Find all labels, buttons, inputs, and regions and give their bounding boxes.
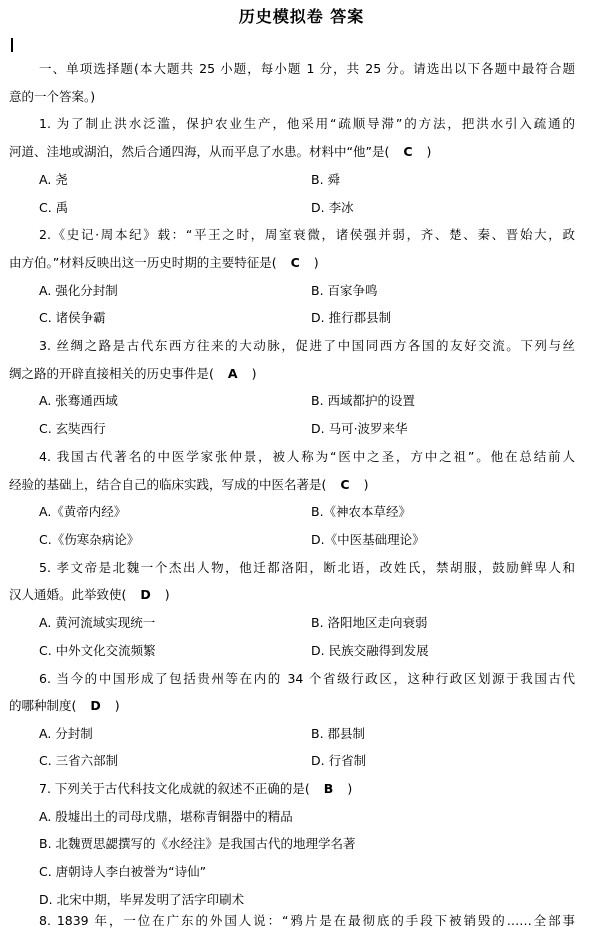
question-7-option-d: D. 北宋中期，毕昇发明了活字印刷术 (39, 892, 245, 907)
question-8-stem: 8. 1839 年，一位在广东的外国人说：“鸦片是在最彻底的手段下被销毁的……全部事 (39, 913, 575, 928)
question-6-option-c: C. 三省六部制 (39, 753, 119, 768)
question-7-option-a: A. 殷墟出土的司母戊鼎，堪称青铜器中的精品 (39, 809, 293, 824)
question-5-option-d: D. 民族交融得到发展 (311, 643, 429, 658)
question-7-option-b: B. 北魏贾思勰撰写的《水经注》是我国古代的地理学名著 (39, 836, 356, 851)
question-6-answer: D (90, 698, 101, 713)
question-2-option-a: A. 强化分封制 (39, 283, 118, 298)
question-5-option-b: B. 洛阳地区走向衰弱 (311, 615, 428, 630)
section-heading: 一、单项选择题(本大题共 25 小题，每小题 1 分，共 25 分。请选出以下各题中最符合题 (39, 61, 575, 76)
question-6-option-a: A. 分封制 (39, 726, 93, 741)
question-3-answer: A (227, 366, 238, 381)
question-7-stem: 7. 下列关于古代科技文化成就的叙述不正确的是( B ) (39, 781, 353, 796)
question-7-answer: B (323, 781, 334, 796)
question-1-option-a: A. 尧 (39, 172, 68, 187)
question-4-option-a: A.《黄帝内经》 (39, 504, 127, 519)
question-3-option-d: D. 马可·波罗来华 (311, 421, 408, 436)
question-6-option-d: D. 行省制 (311, 753, 367, 768)
section-heading-cont: 意的一个答案。) (9, 89, 96, 104)
question-4-option-c: C.《伤寒杂病论》 (39, 532, 140, 547)
question-5-option-a: A. 黄河流域实现统一 (39, 615, 156, 630)
question-4-stem-cont: 经验的基础上，结合自己的临床实践，写成的中医名著是( C ) (9, 477, 369, 492)
question-4-option-b: B.《神农本草经》 (311, 504, 412, 519)
question-4-stem: 4. 我国古代著名的中医学家张仲景，被人称为“医中之圣，方中之祖”。他在总结前人 (39, 449, 575, 464)
question-3-option-c: C. 玄奘西行 (39, 421, 106, 436)
question-6-option-b: B. 郡县制 (311, 726, 366, 741)
question-2-option-b: B. 百家争鸣 (311, 283, 378, 298)
question-6-stem-cont: 的哪种制度( D ) (9, 698, 120, 713)
question-1-answer: C (403, 144, 413, 159)
text-cursor (11, 38, 13, 52)
question-4-option-d: D.《中医基础理论》 (311, 532, 425, 547)
question-1-option-d: D. 李冰 (311, 200, 354, 215)
page-title: 历史模拟卷 答案 (238, 7, 365, 26)
question-6-stem: 6. 当今的中国形成了包括贵州等在内的 34 个省级行政区，这种行政区划源于我国古代 (39, 671, 575, 686)
question-4-answer: C (340, 477, 350, 492)
question-3-stem: 3. 丝绸之路是古代东西方往来的大动脉，促进了中国同西方各国的友好交流。下列与丝 (39, 338, 575, 353)
question-5-option-c: C. 中外文化交流频繁 (39, 643, 156, 658)
question-2-option-d: D. 推行郡县制 (311, 310, 392, 325)
question-2-option-c: C. 诸侯争霸 (39, 310, 106, 325)
question-1-stem-cont: 河道、洼地或湖泊，然后合通四海，从而平息了水患。材料中“他”是( C ) (9, 144, 432, 159)
question-1-option-b: B. 舜 (311, 172, 341, 187)
question-3-option-a: A. 张骞通西域 (39, 393, 118, 408)
question-2-stem: 2.《史记·周本纪》载：“平王之时，周室衰微，诸侯强并弱，齐、楚、秦、晋始大，政 (39, 227, 575, 242)
question-5-stem: 5. 孝文帝是北魏一个杰出人物，他迁都洛阳，断北语，改姓氏，禁胡服，鼓励鲜卑人和 (39, 560, 575, 575)
question-1-stem: 1. 为了制止洪水泛滥，保护农业生产，他采用“疏顺导滞”的方法，把洪水引入疏通的 (39, 116, 575, 131)
question-5-answer: D (140, 587, 151, 602)
question-5-stem-cont: 汉人通婚。此举致使( D ) (9, 587, 170, 602)
question-3-option-b: B. 西域都护的设置 (311, 393, 416, 408)
question-2-answer: C (290, 255, 300, 270)
question-2-stem-cont: 由方伯。”材料反映出这一历史时期的主要特征是( C ) (9, 255, 319, 270)
question-3-stem-cont: 绸之路的开辟直接相关的历史事件是( A ) (9, 366, 257, 381)
question-7-option-c: C. 唐朝诗人李白被誉为“诗仙” (39, 864, 207, 879)
question-1-option-c: C. 禹 (39, 200, 69, 215)
